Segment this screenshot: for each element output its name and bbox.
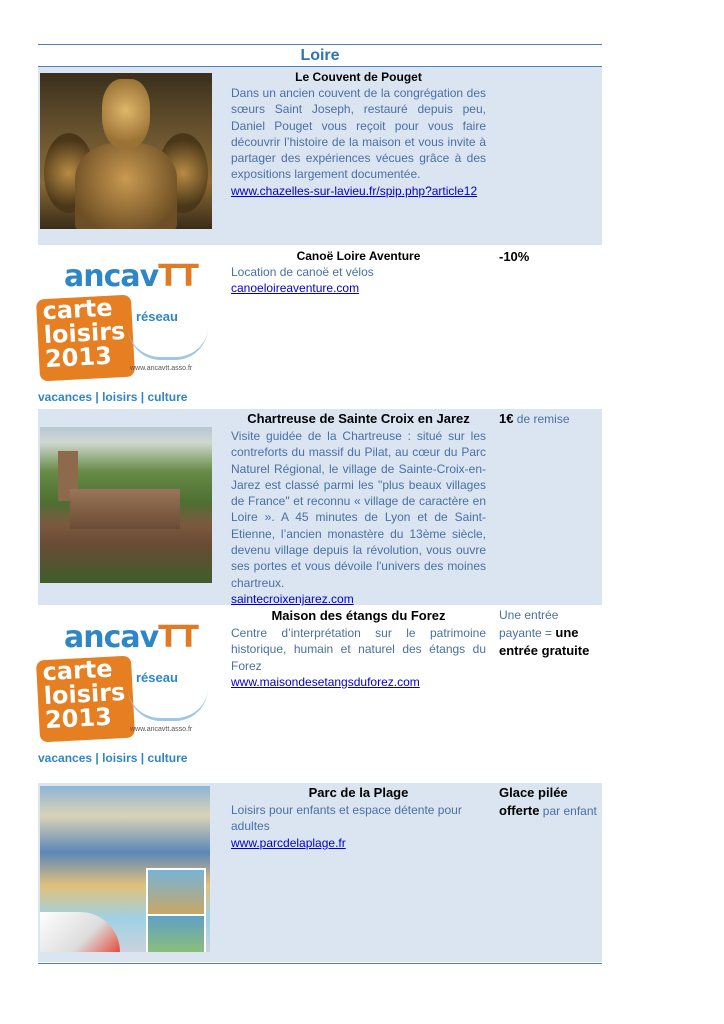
entry-title: Maison des étangs du Forez	[271, 608, 446, 623]
entry-row-chartreuse	[38, 409, 602, 605]
table-bottom-rule	[38, 963, 602, 964]
entry-offer: Glace pilée offerte par enfant	[499, 785, 597, 818]
entry-title: Parc de la Plage	[308, 785, 409, 800]
entry-description: Visite guidée de la Chartreuse : situé sur les contreforts du massif du Pilat, au cœur du Parc Naturel Régional, le village de Sainte-Croix-en-Jarez est classé parmi les "plus beaux villages de France" et reconnu « village de caractère en Loire ». A 45 minutes de Lyon et de Saint- Etienne, l’ancien monastère du 13ème siècle, devenu village depuis la révolution, vous ouvre ses portes et vous dévoile l'univers des moines chartreux.	[231, 429, 486, 590]
entry-link[interactable]: www.chazelles-sur-lavieu.fr/spip.php?article12	[231, 183, 478, 198]
entry-desc-cell	[231, 410, 486, 607]
ancavtt-logo: ancavTT carte loisirs 2013 réseau www.ancavtt.asso.fr vacances | loisirs | culture	[38, 257, 213, 407]
entry-description: Location de canoë et vélos	[231, 265, 374, 279]
ancavtt-logo: ancavTT carte loisirs 2013 réseau www.ancavtt.asso.fr vacances | loisirs | culture	[38, 618, 213, 768]
entry-description: Dans un ancien couvent de la congrégation des sœurs Saint Joseph, restauré depuis peu, Daniel Pouget vous reçoit pour vous faire découvrir l’histoire de la maison et vous invite à partager des expériences vécues grâce à des expositions largement documentée.	[231, 86, 486, 182]
entry-desc-cell	[231, 248, 486, 297]
entry-desc-cell	[231, 607, 486, 690]
entry-row-canoe	[38, 247, 602, 407]
statue-photo	[40, 73, 212, 229]
entry-link[interactable]: canoeloireaventure.com	[231, 281, 360, 296]
section-title: Loire	[300, 47, 340, 64]
entry-offer: 1€ de remise	[499, 411, 570, 426]
entry-description: Loisirs pour enfants et espace détente pour adultes	[231, 803, 462, 834]
beach-park-photo	[40, 786, 210, 952]
entry-link[interactable]: www.parcdelaplage.fr	[231, 835, 346, 850]
entry-row-etangs	[38, 606, 602, 782]
entry-title: Canoë Loire Aventure	[296, 249, 421, 263]
entry-description: Centre d’interprétation sur le patrimoine historique, humain et naturel des étangs du Forez	[231, 626, 486, 673]
entry-desc-cell	[231, 69, 486, 199]
entry-offer: -10%	[499, 249, 530, 264]
entry-row-couvent	[38, 67, 602, 245]
entry-link[interactable]: saintecroixenjarez.com	[231, 591, 354, 606]
entry-row-plage	[38, 783, 602, 962]
entry-title: Chartreuse de Sainte Croix en Jarez	[247, 411, 470, 426]
entry-link[interactable]: www.maisondesetangsduforez.com	[231, 674, 420, 689]
entry-offer: Une entrée payante = une entrée gratuite	[499, 608, 590, 658]
entry-desc-cell	[231, 784, 486, 851]
section-title-row	[38, 44, 602, 68]
village-photo	[40, 427, 212, 583]
entry-title: Le Couvent de Pouget	[295, 70, 422, 84]
